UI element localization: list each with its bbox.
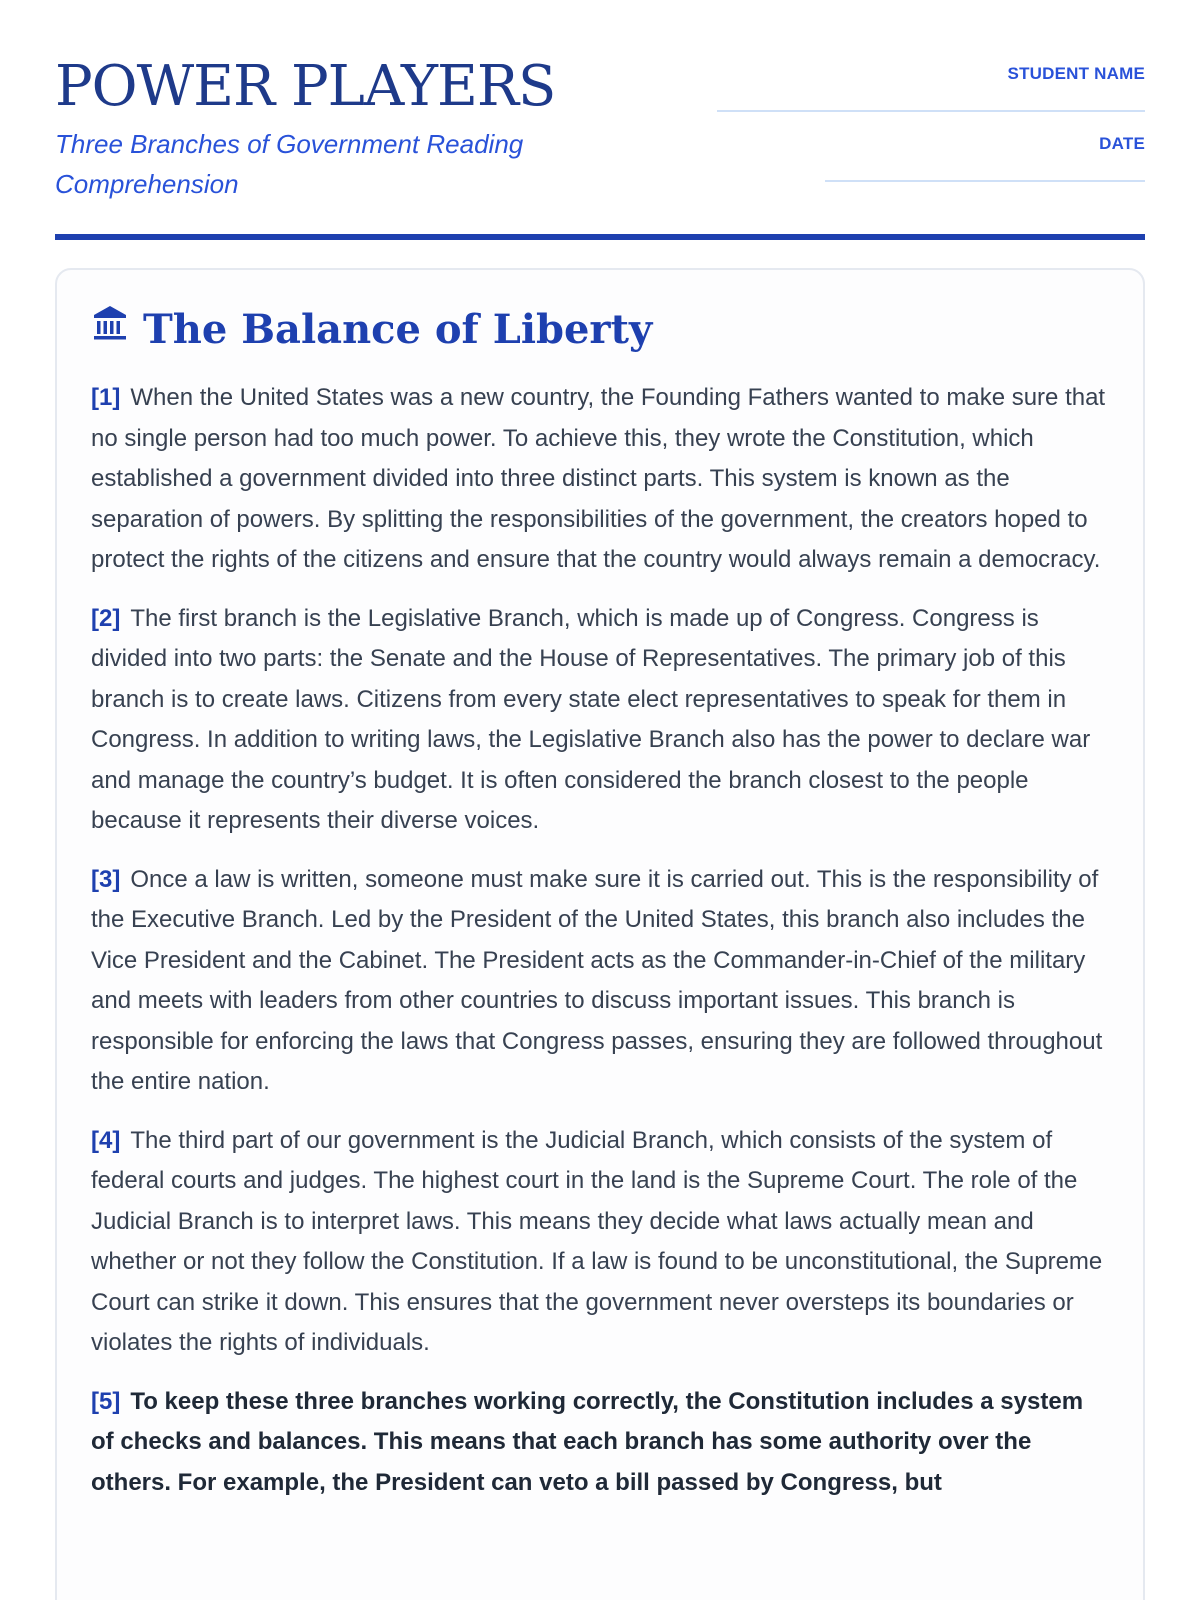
- title-block: [55, 56, 615, 204]
- government-building-icon: [91, 300, 129, 360]
- paragraph-5: [91, 1382, 1109, 1504]
- date-label: DATE: [1099, 134, 1145, 153]
- student-name-label: STUDENT NAME: [1007, 64, 1145, 83]
- date-field[interactable]: [825, 180, 1145, 182]
- paragraph-2: [91, 599, 1109, 842]
- passage-title: The Balance of Liberty: [143, 306, 653, 353]
- passage-heading: [91, 300, 1109, 360]
- student-fields: [715, 56, 1145, 182]
- worksheet-header: [55, 0, 1145, 204]
- reading-passage-card: [55, 268, 1145, 1600]
- paragraph-number: [5]: [91, 1387, 121, 1415]
- paragraph-text: To keep these three branches working correctly, the Constitution includes a system of checks and balances. This means that each branch has some authority over the others. For example, the President can veto a bill passed by Congress, but: [91, 1387, 1084, 1496]
- paragraph-text: Once a law is written, someone must make sure it is carried out. This is the responsibility of the Executive Branch. Led by the President of the United States, this branch also includes the Vice President and the Cabinet. The President acts as the Commander-in-Chief of the military and meets with leaders from other countries to discuss important issues. This branch is responsible for enforcing the laws that Congress passes, ensuring they are followed throughout the entire nation.: [91, 865, 1103, 1095]
- paragraph-number: [3]: [91, 865, 121, 893]
- paragraph-text: The first branch is the Legislative Branch, which is made up of Congress. Congress is divided into two parts: the Senate and the House of Representatives. The primary job of this branch is to create laws. Citizens from every state elect representatives to speak for them in Congress. In addition to writing laws, the Legislative Branch also has the power to declare war and manage the country’s budget. It is often considered the branch closest to the people because it represents their diverse voices.: [91, 604, 1091, 834]
- paragraph-4: [91, 1121, 1109, 1364]
- paragraph-number: [1]: [91, 384, 121, 411]
- page-title: POWER PLAYERS: [55, 54, 556, 119]
- page-subtitle: Three Branches of Government Reading Comprehension: [55, 129, 524, 199]
- paragraph-text: The third part of our government is the Judicial Branch, which consists of the system of federal courts and judges. The highest court in the land is the Supreme Court. The role of the Judicial Branch is to interpret laws. This means they decide what laws actually mean and whether or not they follow the Constitution. If a law is found to be unconstitutional, the Supreme Court can strike it down. This ensures that the government never oversteps its boundaries or violates the rights of individuals.: [91, 1126, 1103, 1356]
- paragraph-text: When the United States was a new country, the Founding Fathers wanted to make sure that no single person had too much power. To achieve this, they wrote the Constitution, which established a government divided into three distinct parts. This system is known as the separation of powers. By splitting the responsibilities of the government, the creators hoped to protect the rights of the citizens and ensure that the country would always remain a democracy.: [91, 384, 1106, 573]
- paragraph-number: [4]: [91, 1126, 121, 1154]
- header-divider: [55, 234, 1145, 240]
- paragraph-3: [91, 860, 1109, 1103]
- paragraph-number: [2]: [91, 604, 121, 632]
- paragraph-1: [91, 378, 1109, 581]
- student-name-field[interactable]: [717, 110, 1145, 112]
